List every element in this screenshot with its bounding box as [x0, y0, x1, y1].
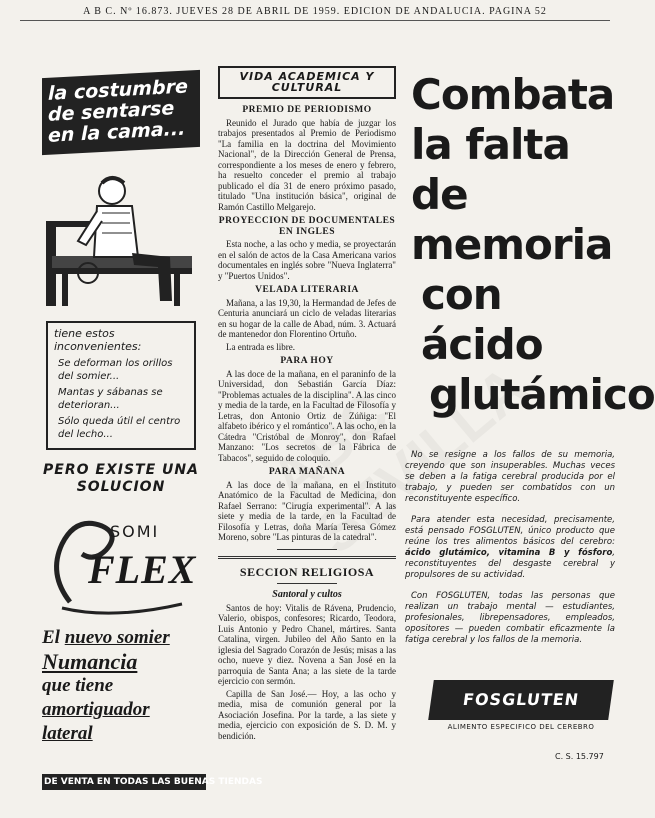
brand-tagline: ALIMENTO ESPECIFICO DEL CEREBRO	[447, 723, 595, 731]
ad-text: Para atender esta necesidad, precisamente, está pensado FOSGLUTEN, único producto que reúne los tres alimentos básicos del cerebro:	[405, 515, 615, 547]
ad-text: , reconstituyentes del desgaste cerebral y propulsores de su actividad.	[405, 548, 615, 580]
page-header: A B C. Nº 16.873. JUEVES 28 DE ABRIL DE 1959. EDICION DE ANDALUCIA. PAGINA 52	[20, 6, 610, 21]
inconvenients-box	[46, 321, 196, 450]
tag-line: amortiguador	[42, 699, 150, 720]
separator	[277, 549, 337, 550]
brand-label: FOSGLUTEN	[428, 680, 614, 720]
headline-line: memoria	[411, 220, 613, 269]
fosgluten-advertisement	[405, 70, 655, 810]
column-masthead: VIDA ACADEMICA Y CULTURAL	[218, 66, 396, 99]
academic-cultural-column	[218, 66, 396, 746]
section-title: PARA HOY	[280, 356, 334, 366]
ad-headline	[411, 70, 655, 420]
list-item: Se deforman los orillos del somier...	[58, 358, 173, 382]
article-text: Santos de hoy: Vitalis de Rávena, Prudencio, Valerio, obispos, confesores; Ricardo, Teodora, Luis Antonio y Pedro Chanel, mártires. Santa Catalina, virgen. Jubileo del Año Santo en la iglesia del Sagrado Corazón de Jesús; misas a las ocho, nueve y diez. Novena a San José en la parroquia de Santa Ana; a las siete de la tarde ejercicio con sermón.	[218, 602, 396, 686]
section-title: PARA MAÑANA	[268, 467, 346, 477]
section-title: VELADA LITERARIA	[255, 285, 359, 295]
somiflex-logo	[42, 504, 200, 622]
headline-line: con ácido	[421, 270, 543, 369]
ad-text-bold: ácido glutámico, vitamina B y fósforo	[405, 548, 613, 558]
article-text: A las doce de la mañana, en el paraninfo de la Universidad, don Sebastián García Díaz: "Problemas actuales de la disciplina". A las cinco y media de la tarde, en la Facultad de Filosofía y Letras, don Antonio Ortiz de Zúñiga: "El alfabeto ibérico y el romántico". A las ocho, en la Cátedra "Cristóbal de Monroy", don Rafael Manzano: "Los secretos de la Fábrica de Tabacos", seguido de coloquio.	[218, 368, 396, 463]
section-subtitle: Santoral y cultos	[272, 589, 342, 600]
brand-name: FLEX	[88, 547, 197, 592]
section-title: PREMIO DE PERIODISMO	[242, 105, 372, 115]
article-text: A las doce de la mañana, en el Instituto Anatómico de la Facultad de Medicina, don Rafael Serrano: "Cirugía experimental". A las siete y media de la tarde, en la Facultad de Filosofía y Letras, doña María Teresa Gómez Moreno, sobre "Las pinturas de la catedral".	[218, 479, 396, 542]
double-rule	[218, 556, 396, 559]
ad-paragraph	[405, 515, 615, 581]
ad-body-text	[405, 450, 615, 646]
headline-line: la falta de	[411, 120, 570, 219]
ad-paragraph: No se resigne a los fallos de su memoria, creyendo que son insuperables. Muchas veces se deben a la fatiga cerebral producida por el trabajo, y pueden ser combatidos con un reconstituyente específico.	[405, 450, 615, 504]
tag-new: nuevo somier	[64, 627, 170, 648]
article-text: Capilla de San José.— Hoy, a las ocho y media, misa de comunión general por la Asociación Josefina. Por la tarde, a las siete y media, ejercicio con exposición de S. D. M. y bendición.	[218, 688, 396, 741]
list-item: Sólo queda útil el centro del lecho...	[58, 416, 181, 440]
article-note: La entrada es libre.	[226, 341, 295, 352]
tag-line: que tiene	[42, 675, 114, 696]
authorization-code: C. S. 15.797	[555, 752, 604, 761]
ad-paragraph: Con FOSGLUTEN, todas las personas que realizan un trabajo mental — estudiantes, profesionales, librepensadores, empleados, opositores — pueden combatir eficazmente la fatiga cerebral y los fallos de la memoria.	[405, 591, 615, 645]
solution-slogan: PERO EXISTE UNA SOLUCION	[43, 462, 199, 495]
tag-line: lateral	[42, 723, 93, 744]
headline-line: Combata	[411, 70, 615, 119]
list-item: Mantas y sábanas se deterioran...	[58, 387, 163, 411]
article-text: Esta noche, a las ocho y media, se proyectarán en el salón de actos de la Casa Americana varios documentales en inglés sobre "Nueva Inglaterra" y "Puertos Unidos".	[218, 239, 396, 281]
ad-footer: DE VENTA EN TODAS LAS BUENAS TIENDAS	[42, 774, 206, 790]
section-title: PROYECCION DE DOCUMENTALES EN INGLES	[218, 216, 396, 237]
article-text: Reunido el Jurado que había de juzgar los trabajos presentados al Premio de Periodismo "La familia en la doctrina del Movimiento Nacional", de la Dirección General de Prensa, correspondiente a los meses de enero y febrero, ha resuelto conceder el premio al trabajo publicado el día 31 de enero próximo pasado, titulado "Una institución básica", original de Ramón Castillo Melgarejo.	[218, 117, 396, 212]
tag-word: El	[42, 627, 60, 648]
brand-prefix: SOMI	[110, 522, 160, 541]
section-title: SECCION RELIGIOSA	[239, 564, 375, 579]
article-text: Mañana, a las 19,30, la Hermandad de Jefes de Centuria anunciará un ciclo de veladas literarias en su hogar de la calle de Abad, núm. 3. Actuará de mantenedor don Florentino Ortuño.	[218, 297, 396, 339]
separator	[277, 583, 337, 584]
tag-brand: Numancia	[42, 649, 138, 674]
ad-tagline	[42, 626, 200, 746]
fosgluten-logo	[431, 680, 611, 735]
box-lead: tiene estos inconvenientes:	[54, 327, 142, 353]
ad-banner-headline: la costumbre de sentarse en la cama...	[42, 70, 200, 155]
headline-line: glutámico	[429, 370, 655, 419]
man-on-bed-illustration	[42, 161, 192, 311]
